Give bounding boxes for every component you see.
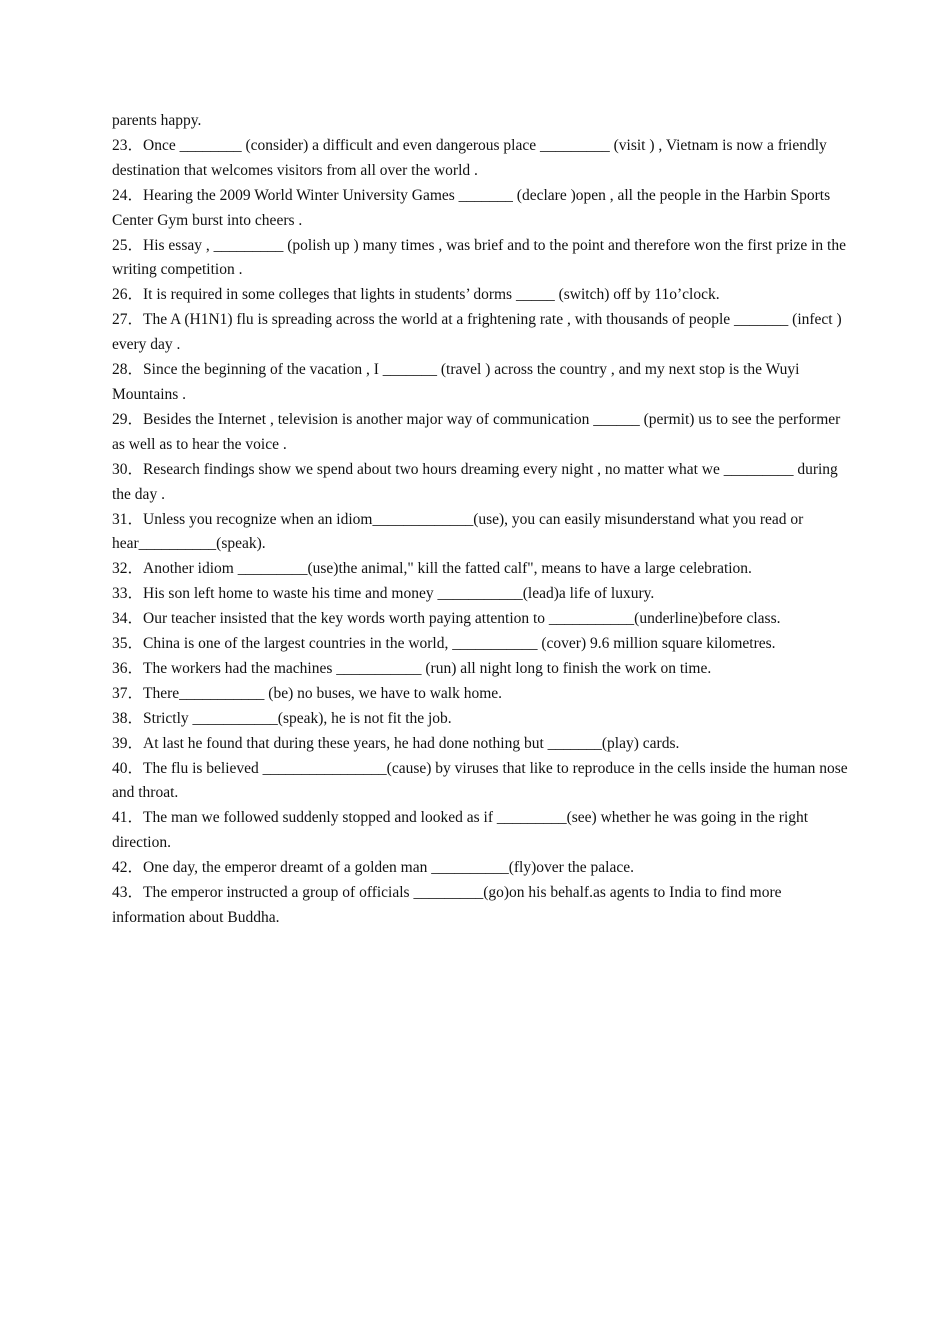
question-30 [112, 458, 852, 508]
question-number: 39． [112, 734, 144, 752]
question-number: 37． [112, 684, 144, 702]
question-text: His son left home to waste his time and money ___________(lead)a life of luxury. [143, 585, 655, 603]
question-23 [112, 134, 852, 184]
question-text: Research findings show we spend about two hours dreaming every night , no matter what we _________ during the day . [112, 460, 838, 503]
question-number: 38． [112, 709, 144, 727]
question-42 [112, 856, 852, 881]
question-text: The workers had the machines ___________ (run) all night long to finish the work on time. [143, 659, 712, 677]
question-43 [112, 881, 852, 931]
question-text: One day, the emperor dreamt of a golden man __________(fly)over the palace. [143, 859, 634, 877]
question-text: The man we followed suddenly stopped and looked as if _________(see) whether he was going in the right direction. [112, 809, 809, 852]
question-25 [112, 234, 852, 284]
question-number: 26． [112, 286, 144, 304]
question-number: 27． [112, 311, 144, 329]
question-text: Besides the Internet , television is another major way of communication ______ (permit) us to see the performer as well as to hear the voice . [112, 410, 841, 453]
question-text: The A (H1N1) flu is spreading across the world at a frightening rate , with thousands of people _______ (infect ) every day . [112, 311, 842, 354]
question-number: 29． [112, 410, 144, 428]
question-text: China is one of the largest countries in the world, ___________ (cover) 9.6 million square kilometres. [143, 635, 776, 653]
question-number: 25． [112, 236, 144, 254]
question-28 [112, 358, 852, 408]
question-text: His essay , _________ (polish up ) many times , was brief and to the point and therefore won the first prize in the writing competition . [112, 236, 846, 279]
question-36 [112, 657, 852, 682]
question-27 [112, 308, 852, 358]
question-31 [112, 508, 852, 558]
question-38 [112, 707, 852, 732]
question-number: 35． [112, 635, 144, 653]
question-text: The emperor instructed a group of officials _________(go)on his behalf.as agents to India to find more information about Buddha. [112, 884, 782, 926]
question-text: Since the beginning of the vacation , I _______ (travel ) across the country , and my next stop is the Wuyi Mountains . [112, 361, 800, 403]
question-number: 33． [112, 585, 144, 603]
question-number: 32． [112, 560, 144, 578]
question-text: Strictly ___________(speak), he is not fit the job. [143, 709, 452, 727]
question-number: 28． [112, 361, 144, 379]
question-text: The flu is believed ________________(cause) by viruses that like to reproduce in the cells inside the human nose and throat. [112, 759, 848, 802]
question-32 [112, 557, 852, 582]
question-number: 42． [112, 859, 144, 877]
question-number: 23． [112, 136, 144, 154]
question-text: At last he found that during these years, he had done nothing but _______(play) cards. [143, 734, 680, 752]
question-number: 43． [112, 884, 144, 902]
question-text: Once ________ (consider) a difficult and even dangerous place _________ (visit ) , Vietnam is now a friendly destination that welcomes visitors from all over the world . [112, 136, 827, 179]
question-number: 41． [112, 809, 144, 827]
question-number: 31． [112, 510, 144, 528]
question-26 [112, 283, 852, 308]
question-37 [112, 682, 852, 707]
question-24 [112, 184, 852, 234]
question-text: Unless you recognize when an idiom_____________(use), you can easily misunderstand what you read or hear__________(speak). [112, 510, 804, 553]
question-33 [112, 582, 852, 607]
continuation-line: parents happy. [112, 112, 202, 129]
question-text: Our teacher insisted that the key words worth paying attention to ___________(underline)before class. [143, 610, 781, 628]
question-text: Another idiom _________(use)the animal," kill the fatted calf", means to have a large celebration. [143, 560, 752, 578]
question-number: 36． [112, 659, 144, 677]
question-number: 24． [112, 186, 144, 204]
question-29 [112, 408, 852, 458]
question-text: It is required in some colleges that lights in students’ dorms _____ (switch) off by 11o’clock. [143, 286, 720, 304]
question-34 [112, 607, 852, 632]
question-number: 30． [112, 460, 144, 478]
question-40 [112, 757, 852, 807]
exercise-text [112, 109, 852, 931]
question-35 [112, 632, 852, 657]
question-text: There___________ (be) no buses, we have to walk home. [143, 684, 503, 702]
question-text: Hearing the 2009 World Winter University Games _______ (declare )open , all the people in the Harbin Sports Center Gym burst into cheers . [112, 186, 831, 229]
question-39 [112, 732, 852, 757]
question-number: 34． [112, 610, 144, 628]
question-number: 40． [112, 759, 144, 777]
question-41 [112, 806, 852, 856]
